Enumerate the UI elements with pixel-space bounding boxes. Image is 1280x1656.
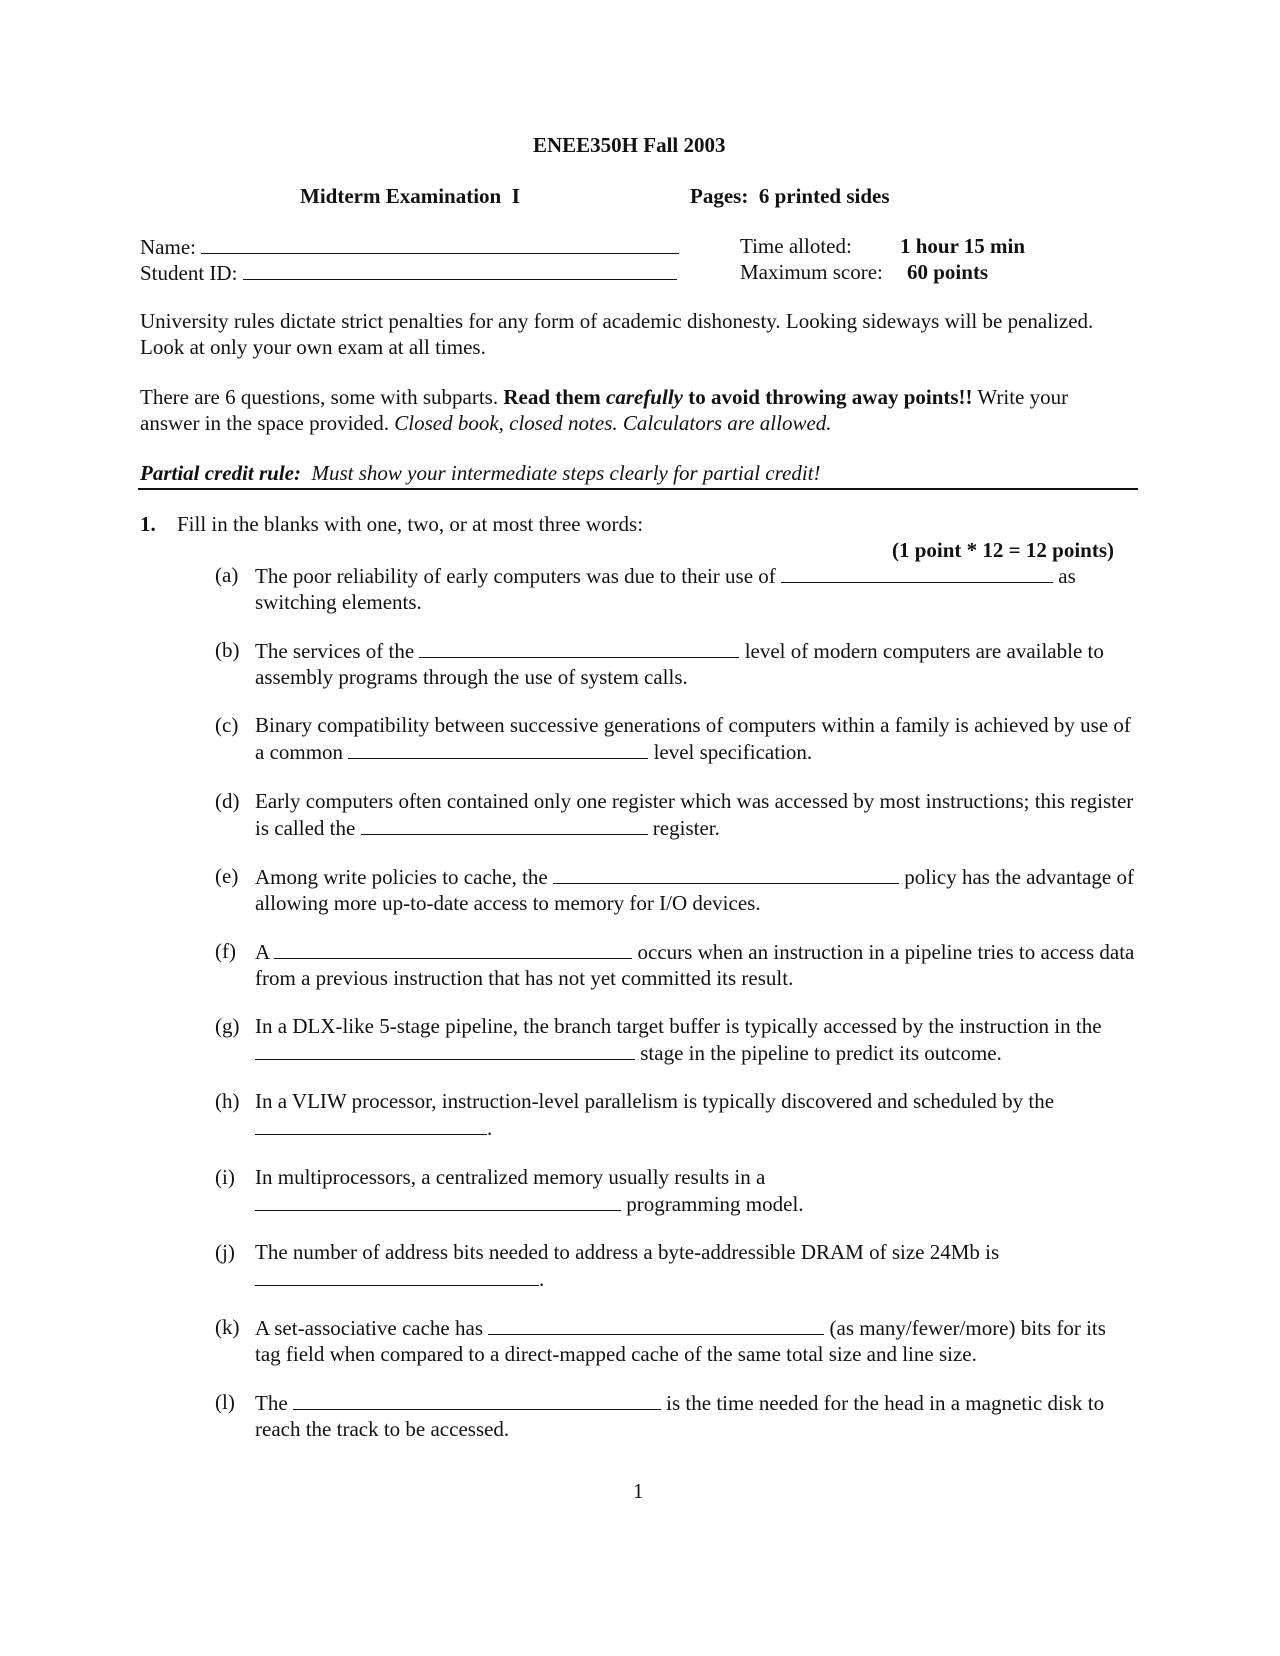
item-f-text-end: occurs when an instruction in a pipeline tries to access data from a previous instruction that has not yet committed its result. — [255, 940, 1135, 990]
item-d-label: (d) — [215, 789, 240, 813]
item-a-label: (a) — [215, 563, 239, 587]
item-f-label: (f) — [215, 939, 236, 963]
item-l-label: (l) — [215, 1390, 235, 1414]
item-l — [255, 1389, 1135, 1442]
item-g-blank[interactable] — [255, 1039, 635, 1060]
question-prompt: Fill in the blanks with one, two, or at most three words: — [177, 512, 644, 536]
item-e — [255, 863, 1135, 916]
item-k-label: (k) — [215, 1315, 240, 1339]
item-b-label: (b) — [215, 638, 240, 662]
student-id-blank[interactable] — [243, 259, 677, 280]
item-c-label: (c) — [215, 713, 239, 737]
instructions-italic: Closed book, closed notes. Calculators are allowed. — [394, 411, 832, 435]
student-id-row — [140, 259, 677, 286]
item-a-text-end: as switching elements. — [255, 564, 1076, 614]
item-g-text-end: stage in the pipeline to predict its outcome. — [635, 1041, 1002, 1065]
item-c-text-end: level specification. — [648, 740, 813, 764]
item-c — [255, 712, 1135, 765]
item-b-text-end: level of modern computers are available to assembly programs through the use of system calls. — [255, 639, 1104, 689]
item-d-blank[interactable] — [361, 814, 648, 835]
item-i — [255, 1164, 815, 1217]
item-f-text: A — [255, 940, 275, 964]
item-a-text: The poor reliability of early computers was due to their use of — [255, 564, 782, 588]
item-b-blank[interactable] — [419, 637, 739, 658]
item-i-text-end: programming model. — [621, 1192, 804, 1216]
item-i-label: (i) — [215, 1165, 235, 1189]
item-l-text: The — [255, 1391, 293, 1415]
item-g — [255, 1013, 1135, 1066]
pages-info: Pages: 6 printed sides — [690, 184, 890, 208]
item-j-blank[interactable] — [255, 1265, 539, 1286]
item-j-label: (j) — [215, 1240, 235, 1264]
name-label: Name: — [140, 235, 196, 259]
item-j — [255, 1239, 1135, 1292]
item-h-text-end: . — [487, 1116, 493, 1140]
item-j-text: The number of address bits needed to address a byte-addressible DRAM of size 24Mb is — [255, 1240, 1000, 1264]
question-points: (1 point * 12 = 12 points) — [892, 538, 1114, 562]
partial-credit-text: Must show your intermediate steps clearly for partial credit! — [301, 461, 821, 485]
item-i-blank[interactable] — [255, 1190, 621, 1211]
item-e-text-end: policy has the advantage of allowing more up-to-date access to memory for I/O devices. — [255, 865, 1134, 915]
max-score-label: Maximum score: — [740, 260, 883, 284]
instructions-text-2: Write your answer in the space provided. — [140, 385, 1069, 435]
section-divider — [138, 488, 1138, 490]
item-e-text: Among write policies to cache, the — [255, 865, 553, 889]
item-f-blank[interactable] — [274, 938, 632, 959]
item-k — [255, 1314, 1135, 1367]
instructions — [140, 384, 1120, 436]
instructions-bold: Read them — [503, 385, 606, 409]
exam-title: Midterm Examination I — [300, 184, 520, 208]
item-k-text: A set-associative cache has — [255, 1316, 489, 1340]
course-title: ENEE350H Fall 2003 — [533, 133, 726, 157]
max-score-value: 60 points — [907, 260, 989, 284]
item-b — [255, 637, 1135, 690]
item-d-text-end: register. — [647, 816, 720, 840]
partial-credit-rule — [140, 460, 821, 486]
name-blank[interactable] — [201, 233, 679, 254]
academic-honesty-note: University rules dictate strict penalties for any form of academic dishonesty. Looking sideways will be penalized. Look at only your own exam at all times. — [140, 309, 1094, 359]
name-row — [140, 233, 679, 260]
time-value: 1 hour 15 min — [900, 234, 1026, 258]
item-h-blank[interactable] — [255, 1114, 487, 1135]
item-a-blank[interactable] — [781, 562, 1053, 583]
item-f — [255, 938, 1135, 991]
instructions-text: There are 6 questions, some with subparts. — [140, 385, 504, 409]
item-i-text: In multiprocessors, a centralized memory usually results in a — [255, 1165, 766, 1189]
item-c-blank[interactable] — [348, 738, 648, 759]
question-number: 1. — [140, 512, 156, 536]
item-l-blank[interactable] — [293, 1389, 661, 1410]
item-e-label: (e) — [215, 864, 239, 888]
item-h-label: (h) — [215, 1089, 240, 1113]
instructions-emphasis: carefully — [606, 385, 683, 409]
item-h — [255, 1088, 1135, 1141]
item-d-text: Early computers often contained only one register which was accessed by most instructions; this register is called the — [255, 789, 1134, 840]
item-b-text: The services of the — [255, 639, 420, 663]
instructions-bold-2: to avoid throwing away points!! — [682, 385, 973, 409]
item-j-text-end: . — [539, 1267, 545, 1291]
item-e-blank[interactable] — [553, 863, 899, 884]
time-label: Time alloted: — [740, 234, 852, 258]
item-h-text: In a VLIW processor, instruction-level parallelism is typically discovered and scheduled by the — [255, 1089, 1055, 1113]
student-id-label: Student ID: — [140, 261, 238, 285]
item-d — [255, 788, 1135, 841]
item-k-text-end: (as many/fewer/more) bits for its tag field when compared to a direct-mapped cache of the same total size and line size. — [255, 1316, 1106, 1366]
item-l-text-end: is the time needed for the head in a magnetic disk to reach the track to be accessed. — [255, 1391, 1105, 1441]
item-c-text: Binary compatibility between successive generations of computers within a family is achieved by use of a common — [255, 713, 1131, 764]
item-a — [255, 562, 1135, 615]
item-g-label: (g) — [215, 1014, 240, 1038]
page-number: 1 — [633, 1479, 644, 1503]
partial-credit-label: Partial credit rule: — [140, 461, 301, 485]
item-g-text: In a DLX-like 5-stage pipeline, the branch target buffer is typically accessed by the instruction in the — [255, 1014, 1102, 1038]
item-k-blank[interactable] — [488, 1314, 824, 1335]
